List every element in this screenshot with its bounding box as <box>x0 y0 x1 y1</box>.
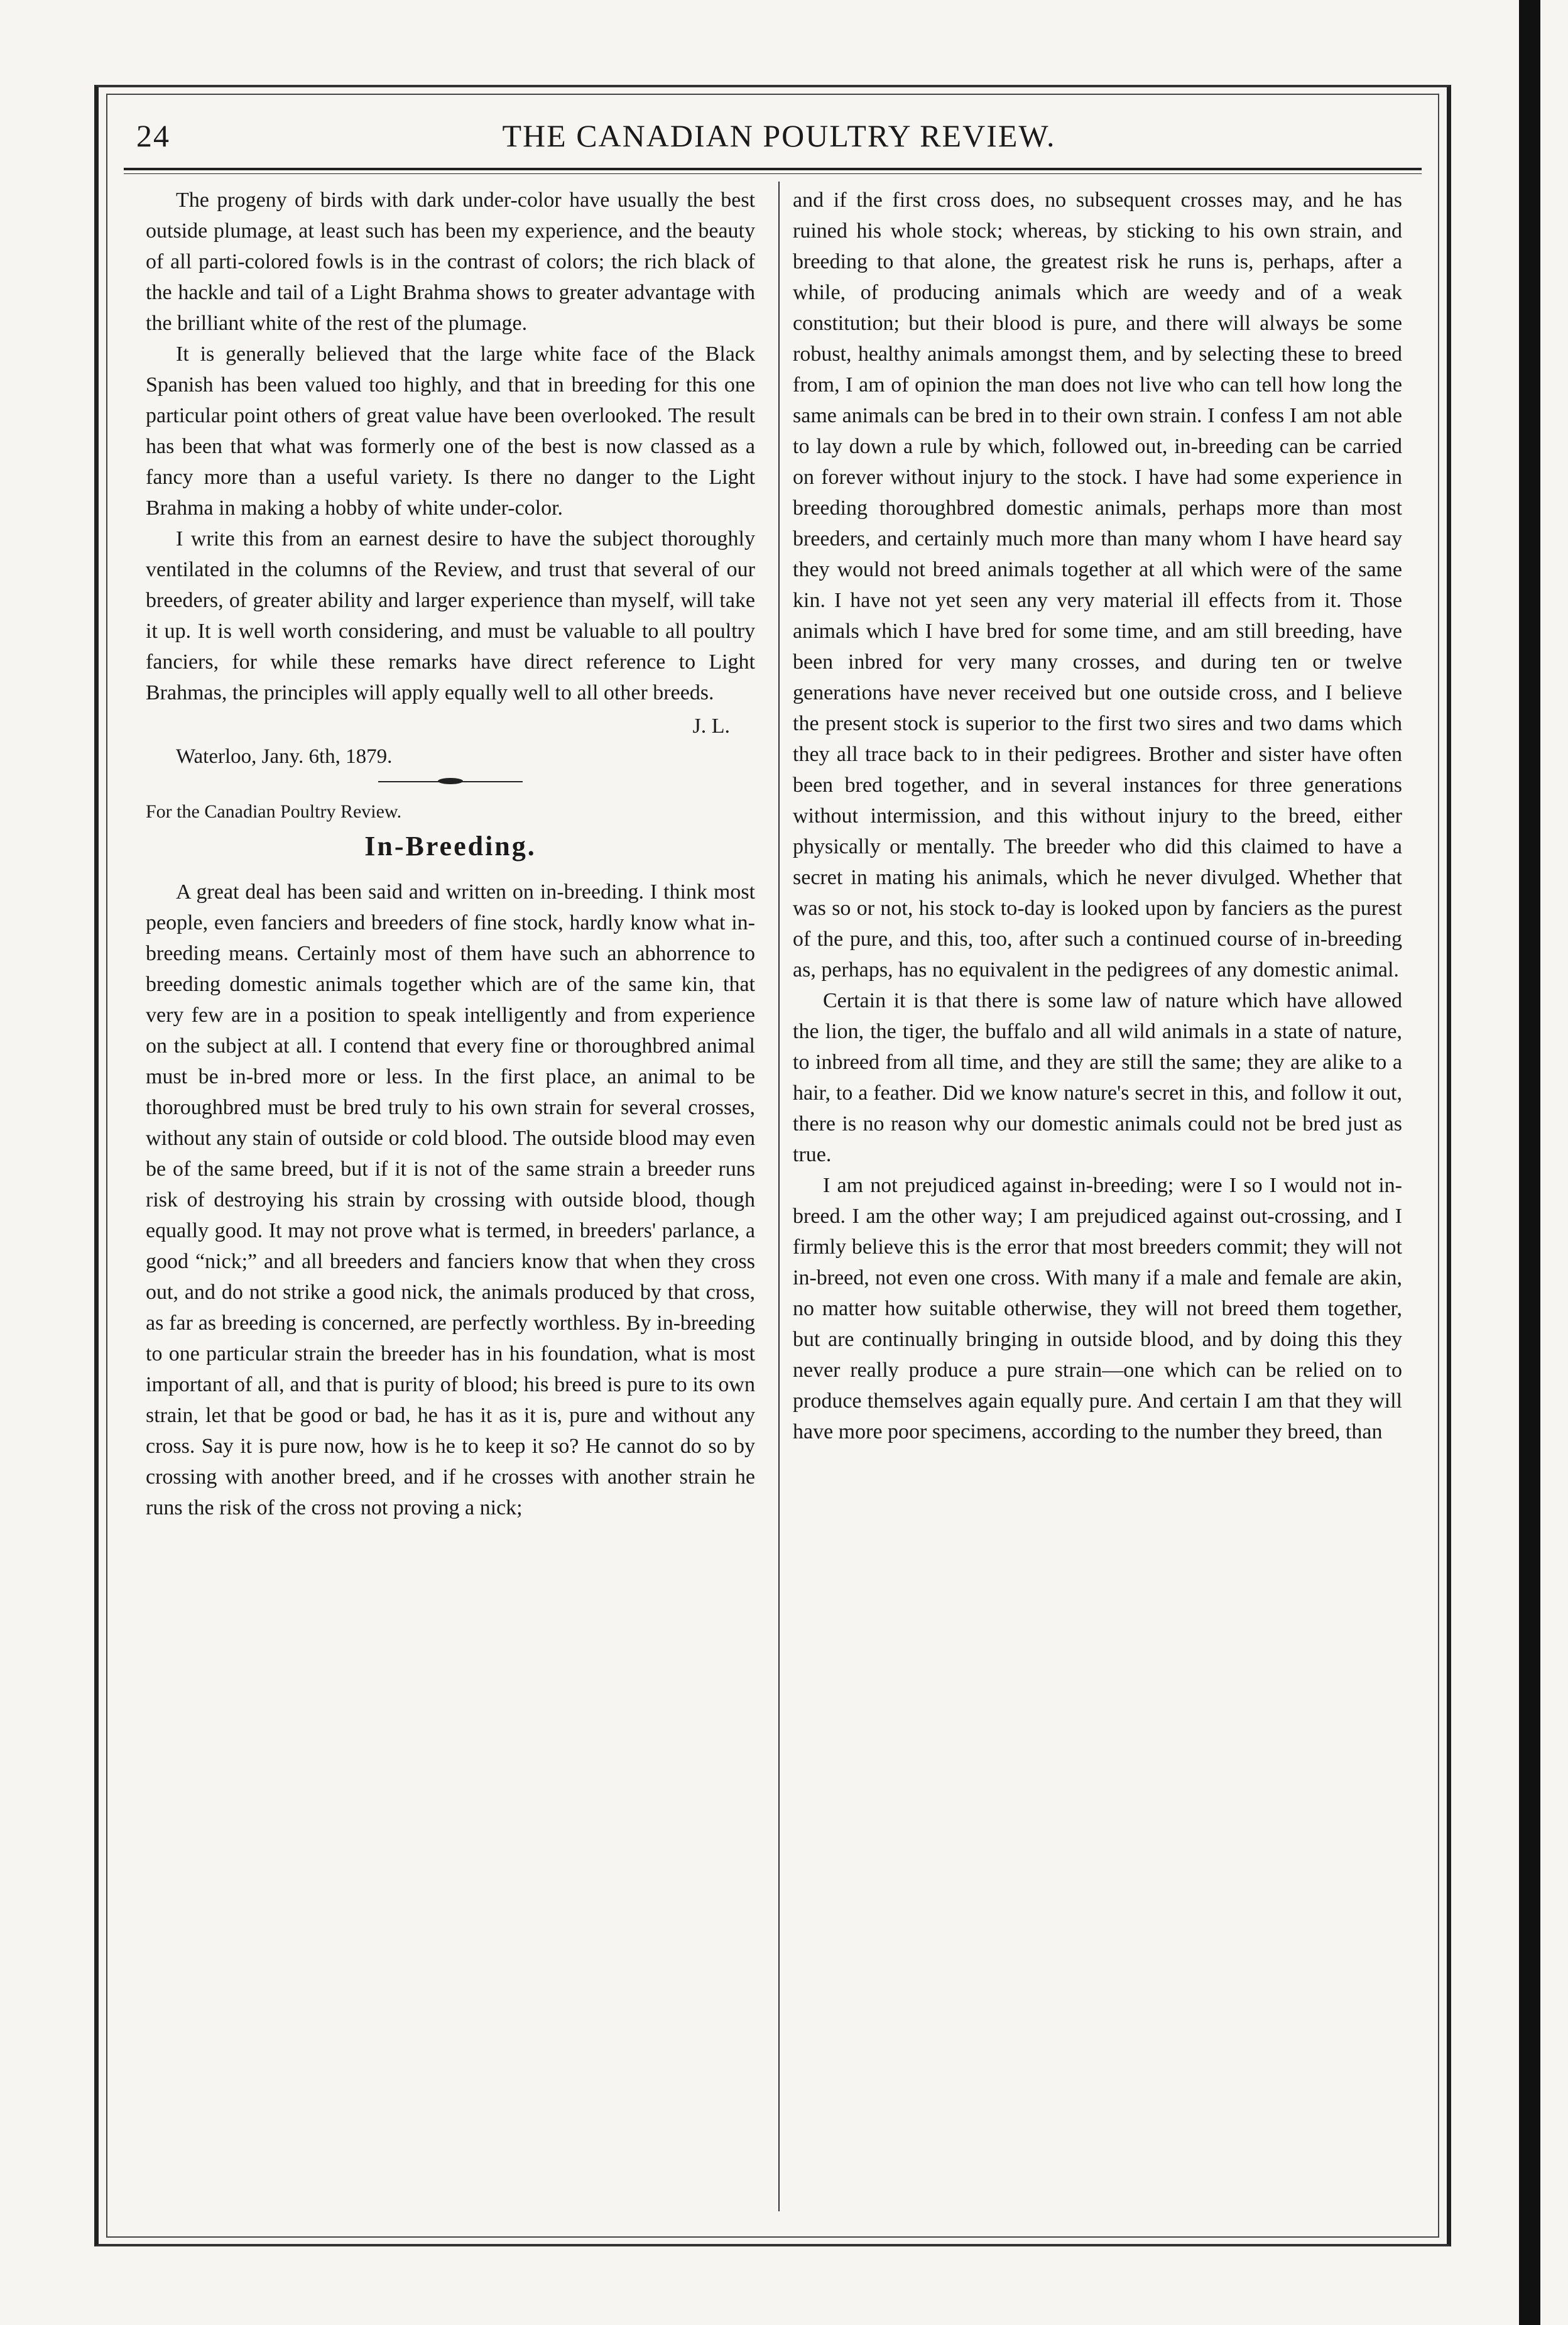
page-frame <box>94 85 1451 2246</box>
right-column <box>793 185 1402 1447</box>
paragraph: The progeny of birds with dark under-color have usually the best outside plumage, at least such has been my experience, and the beauty of all parti-colored fowls is in the contrast of colors; the rich black of the hackle and tail of a Light Brahma shows to greater advantage with the brilliant white of the rest of the plumage. <box>146 189 755 335</box>
paragraph: A great deal has been said and written on in-breeding. I think most people, even fanciers and breeders of fine stock, hardly know what in-breeding means. Certainly most of them have such an abhorrence to breeding domestic animals together which are of the same kin, that very few are in a position to speak intelligently and from experience on the subject at all. I contend that every fine or thoroughbred animal must be in-bred more or less. In the first place, an animal to be thoroughbred must be bred truly to his own strain for several crosses, without any stain of outside or cold blood. The outside blood may even be of the same breed, but if it is not of the same strain a breeder runs risk of destroying his strain by crossing with outside blood, though equally good. It may not prove what is termed, in breeders' parlance, a good “nick;” and all breeders and fanciers know that when they cross out, and do not strike a good nick, the animals produced by that cross, as far as breeding is concerned, are perfectly worthless. By in-breeding to one particular strain the breeder has in his foundation, what is most important of all, and that is purity of blood; his breed is pure to its own strain, let that be good or bad, he has it as it is, pure and without any cross. Say it is pure now, how is he to keep it so? He cannot do so by crossing with another breed, and if he crosses with another strain he runs the risk of the cross not proving a nick; <box>146 880 755 1519</box>
paragraph: I write this from an earnest desire to have the subject thoroughly ventilated in the columns of the Review, and trust that several of our breeders, of greater ability and larger experience than myself, will take it up. It is well worth considering, and must be valuable to all poultry fanciers, for while these remarks have direct reference to Light Brahmas, the principles will apply equally well to all other breeds. <box>146 527 755 704</box>
binding-edge <box>1519 0 1540 2325</box>
paragraph: It is generally believed that the large white face of the Black Spanish has been valued too highly, and that in breeding for this one particular point others of great value have been overlooked. The result has been that what was formerly one of the best is now classed as a fancy more than a useful variety. Is there no danger to the Light Brahma in making a hobby of white under-color. <box>146 342 755 520</box>
column-divider <box>778 182 780 2211</box>
source-line: For the Canadian Poultry Review. <box>146 801 402 822</box>
paragraph: Certain it is that there is some law of nature which have allowed the lion, the tiger, the buffalo and all wild animals in a state of nature, to inbreed from all time, and they are still the same; they are alike to a hair, to a feather. Did we know nature's secret in this, and follow it out, there is no reason why our domestic animals could not be bred just as true. <box>793 989 1402 1166</box>
page-number: 24 <box>136 118 170 153</box>
paragraph: I am not prejudiced against in-breeding; were I so I would not in-breed. I am the other way; I am prejudiced against out-crossing, and I firmly believe this is the error that most breeders commit; they will not in-breed, not even one cross. With many if a male and female are akin, no matter how suitable otherwise, they will not breed them together, but are continually bringing in outside blood, and by doing this they never really produce a pure strain—one which can be relied on to produce themselves again equally pure. And certain I am that they will have more poor specimens, according to the number they breed, than <box>793 1174 1402 1443</box>
ornamental-separator <box>378 781 523 785</box>
author-signature: J. L. <box>692 714 730 738</box>
header-rule <box>124 168 1422 174</box>
page-header <box>136 105 1422 174</box>
article-title: In-Breeding. <box>364 831 536 862</box>
journal-title: THE CANADIAN POULTRY REVIEW. <box>502 118 1056 153</box>
dateline: Waterloo, Jany. 6th, 1879. <box>176 745 393 768</box>
paragraph: and if the first cross does, no subsequent crosses may, and he has ruined his whole stock; whereas, by sticking to his own strain, and breeding to that alone, the greatest risk he runs is, perhaps, after a while, of producing animals which are weedy and of a weak constitution; but their blood is pure, and there will always be some robust, healthy animals amongst them, and by selecting these to breed from, I am of opinion the man does not live who can tell how long the same animals can be bred in to their own strain. I confess I am not able to lay down a rule by which, followed out, in-breeding can be carried on forever without injury to the stock. I have had some experience in breeding thoroughbred domestic animals, perhaps more than most breeders, and certainly much more than many whom I have heard say they would not breed animals together at all which were of the same kin. I have not yet seen any very material ill effects from it. Those animals which I have bred for some time, and am still breeding, have been inbred for very many crosses, and during ten or twelve generations have never received but one outside cross, and I believe the present stock is superior to the first two sires and two dams which they all trace back to in their pedigrees. Brother and sister have often been bred together, and in several instances for three generations without intermission, and this without injury to the breed, either physically or mentally. The breeder who did this claimed to have a secret in mating his animals, which he never divulged. Whether that was so or not, his stock to-day is looked upon by fanciers as the purest of the pure, and this, too, after such a continued course of in-breeding as, perhaps, has no equivalent in the pedigrees of any domestic animal. <box>793 189 1402 982</box>
left-column <box>146 185 755 1523</box>
